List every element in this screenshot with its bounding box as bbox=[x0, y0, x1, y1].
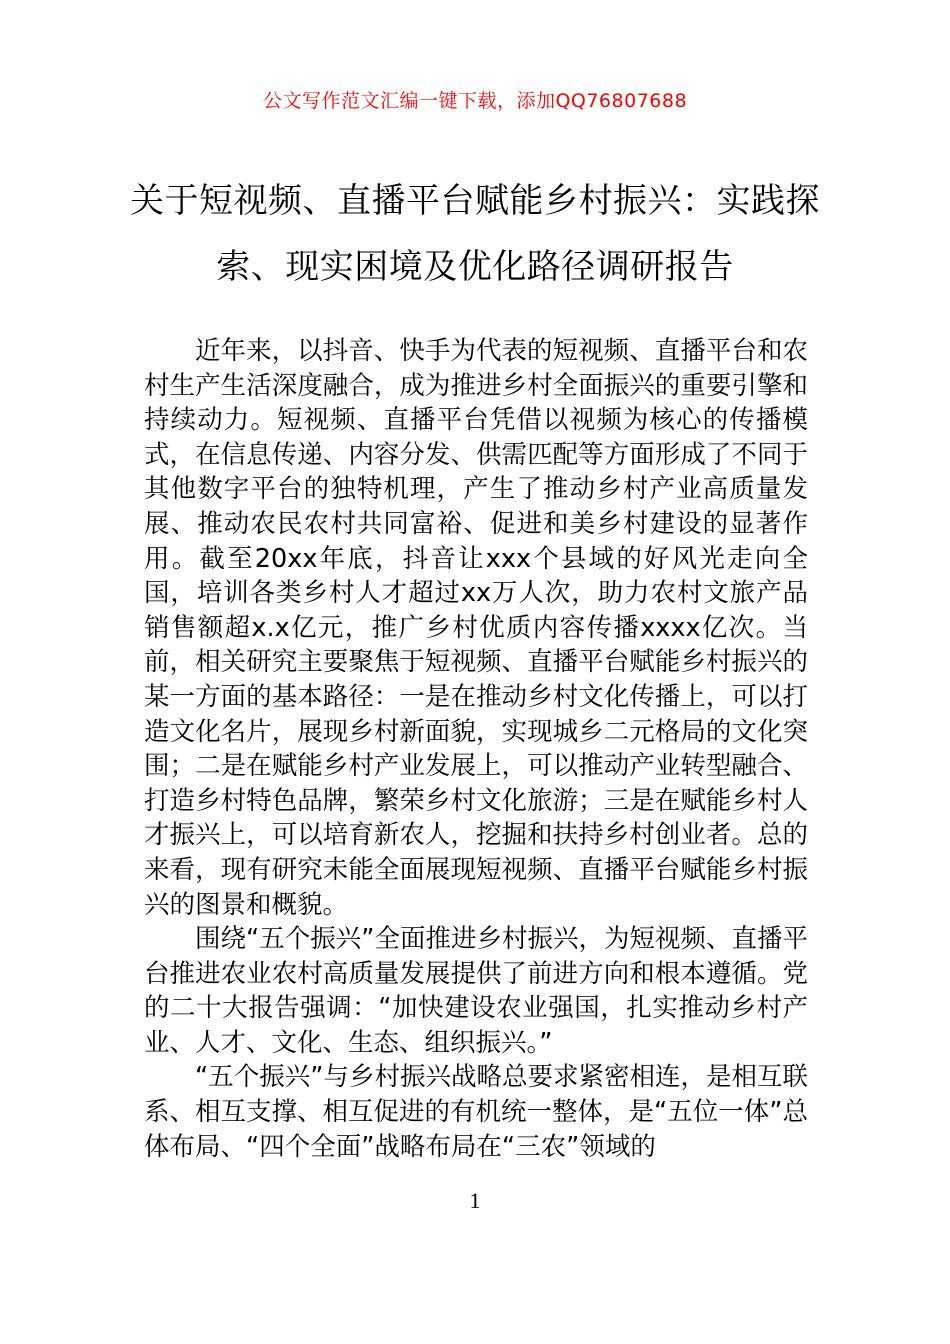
body-paragraph-3: “五个振兴”与乡村振兴战略总要求紧密相连，是相互联系、相互支撑、相互促进的有机统一整体，是“五位一体”总体布局、“四个全面”战略布局在“三农”领域的 bbox=[144, 1062, 808, 1162]
document-title: 关于短视频、直播平台赋能乡村振兴：实践探索、现实困境及优化路径调研报告 bbox=[130, 181, 820, 287]
header-download-banner: 公文写作范文汇编一键下载，添加QQ76807688 bbox=[262, 90, 688, 112]
document-body bbox=[144, 334, 808, 1164]
page-number: 1 bbox=[469, 1188, 481, 1213]
body-paragraph-2: 围绕“五个振兴”全面推进乡村振兴，为短视频、直播平台推进农业农村高质量发展提供了前进方向和根本遵循。党的二十大报告强调：“加快建设农业强国，扎实推动乡村产业、人才、文化、生态、组织振兴。” bbox=[144, 924, 808, 1058]
body-paragraph-1: 近年来，以抖音、快手为代表的短视频、直播平台和农村生产生活深度融合，成为推进乡村全面振兴的重要引擎和持续动力。短视频、直播平台凭借以视频为核心的传播模式，在信息传递、内容分发、供需匹配等方面形成了不同于其他数字平台的独特机理，产生了推动乡村产业高质量发展、推动农民农村共同富裕、促进和美乡村建设的显著作用。截至20xx年底，抖音让xxx个县域的好风光走向全国，培训各类乡村人才超过xx万人次，助力农村文旅产品销售额超x.x亿元，推广乡村优质内容传播xxxx亿次。当前，相关研究主要聚焦于短视频、直播平台赋能乡村振兴的某一方面的基本路径：一是在推动乡村文化传播上，可以打造文化名片，展现乡村新面貌，实现城乡二元格局的文化突围；二是在赋能乡村产业发展上，可以推动产业转型融合、打造乡村特色品牌，繁荣乡村文化旅游；三是在赋能乡村人才振兴上，可以培育新农人，挖掘和扶持乡村创业者。总的来看，现有研究未能全面展现短视频、直播平台赋能乡村振兴的图景和概貌。 bbox=[144, 336, 808, 920]
